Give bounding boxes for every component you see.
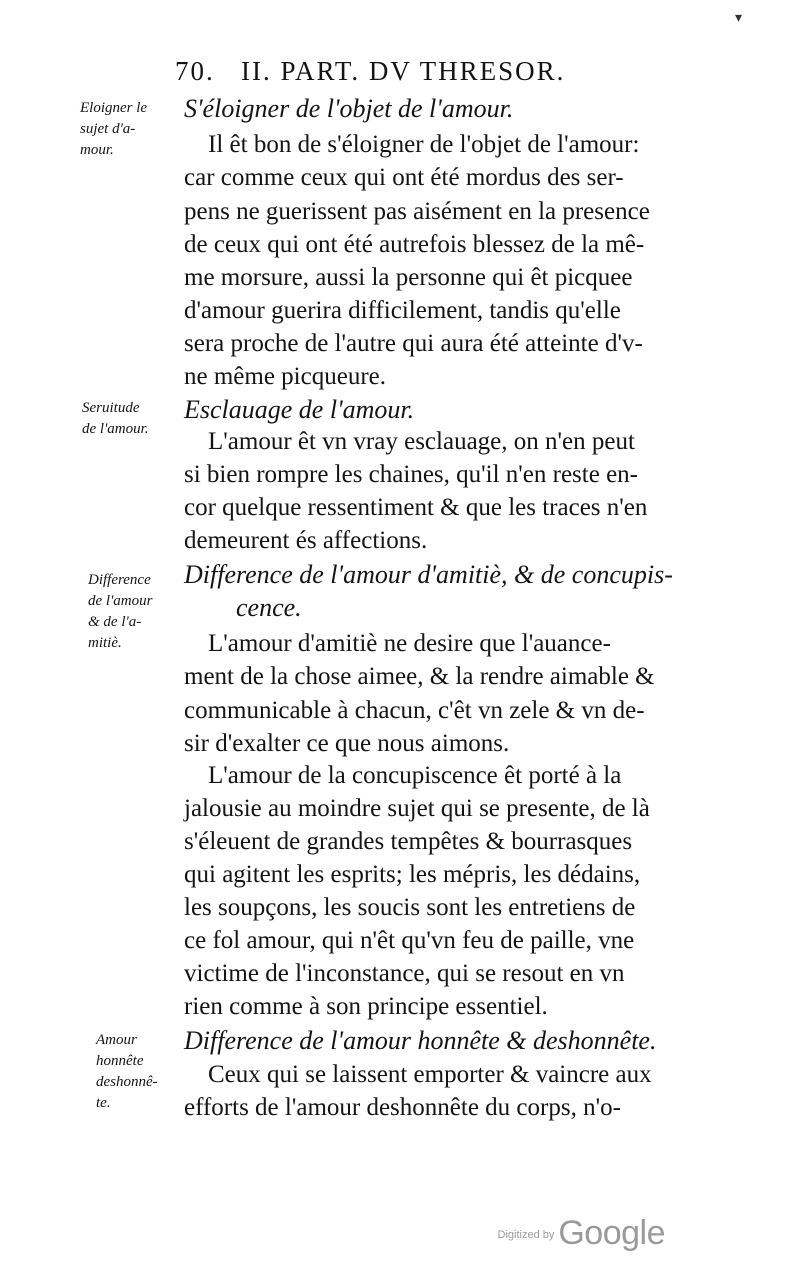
text-line: Ceux qui se laissent emporter & vaincre aux <box>208 1061 652 1088</box>
text-line: me morsure, aussi la personne qui êt picquee <box>184 264 633 291</box>
text-line: L'amour êt vn vray esclauage, on n'en peut <box>208 428 635 455</box>
margin-note-line: sujet d'a- <box>80 121 136 137</box>
text-line: les soupçons, les soucis sont les entretiens de <box>184 894 636 921</box>
section-heading: S'éloigner de l'objet de l'amour. <box>184 94 514 123</box>
margin-note-line: te. <box>96 1095 111 1111</box>
text-line: communicable à chacun, c'êt vn zele & vn de- <box>184 697 645 724</box>
text-line: ment de la chose aimee, & la rendre aimable & <box>184 663 655 690</box>
section-heading: Difference de l'amour d'amitiè, & de concupis- <box>184 560 673 589</box>
margin-note-line: mour. <box>80 142 114 158</box>
text-line: victime de l'inconstance, qui se resout en vn <box>184 960 625 987</box>
margin-note-line: Difference <box>88 572 151 588</box>
text-line: pens ne guerissent pas aisément en la presence <box>184 198 650 225</box>
text-line: sir d'exalter ce que nous aimons. <box>184 730 510 757</box>
margin-note-line: mitiè. <box>88 635 122 651</box>
text-line: de ceux qui ont été autrefois blessez de la mê- <box>184 231 645 258</box>
margin-note-line: deshonnê- <box>96 1074 158 1090</box>
margin-note-line: Amour <box>96 1032 137 1048</box>
text-line: rien comme à son principe essentiel. <box>184 993 548 1020</box>
margin-note-line: Seruitude <box>82 400 140 416</box>
digitized-by-google-watermark <box>498 1214 666 1253</box>
text-line: cor quelque ressentiment & que les traces n'en <box>184 494 648 521</box>
margin-note-line: honnête <box>96 1053 144 1069</box>
text-line: qui agitent les esprits; les mépris, les dédains, <box>184 861 641 888</box>
section-heading: cence. <box>236 593 302 622</box>
text-line: car comme ceux qui ont été mordus des ser- <box>184 164 624 191</box>
text-line: jalousie au moindre sujet qui se presente, de là <box>184 795 650 822</box>
text-line: efforts de l'amour deshonnête du corps, n'o- <box>184 1094 621 1121</box>
text-line: sera proche de l'autre qui aura été atteinte d'v- <box>184 330 643 357</box>
page-corner-mark: ▾ <box>735 10 743 26</box>
text-line: L'amour d'amitiè ne desire que l'auance- <box>208 630 611 657</box>
margin-note <box>96 1030 196 1114</box>
margin-note-line: de l'amour. <box>82 421 149 437</box>
text-line: si bien rompre les chaines, qu'il n'en reste en- <box>184 461 639 488</box>
google-logo: Google <box>558 1214 665 1252</box>
running-title: II. PART. DV THRESOR. <box>241 56 566 86</box>
text-line: d'amour guerira difficilement, tandis qu'elle <box>184 297 621 324</box>
watermark-prefix: Digitized by <box>497 1229 555 1241</box>
running-header <box>175 56 675 87</box>
text-line: ne même picqueure. <box>184 363 386 390</box>
page-number: 70. <box>175 56 215 86</box>
text-line: s'éleuent de grandes tempêtes & bourrasques <box>184 828 633 855</box>
margin-note <box>80 98 180 161</box>
text-line: demeurent és affections. <box>184 527 428 554</box>
margin-note-line: de l'amour <box>88 593 153 609</box>
text-line: ce fol amour, qui n'êt qu'vn feu de paille, vne <box>184 927 635 954</box>
margin-note <box>88 570 188 654</box>
margin-note-line: Eloigner le <box>80 100 148 116</box>
margin-note <box>82 398 182 440</box>
text-line: Il êt bon de s'éloigner de l'objet de l'amour: <box>208 131 640 158</box>
text-line: L'amour de la concupiscence êt porté à la <box>208 762 622 789</box>
section-heading: Difference de l'amour honnête & deshonnête. <box>184 1026 657 1055</box>
margin-note-line: & de l'a- <box>88 614 142 630</box>
section-heading: Esclauage de l'amour. <box>184 395 415 424</box>
